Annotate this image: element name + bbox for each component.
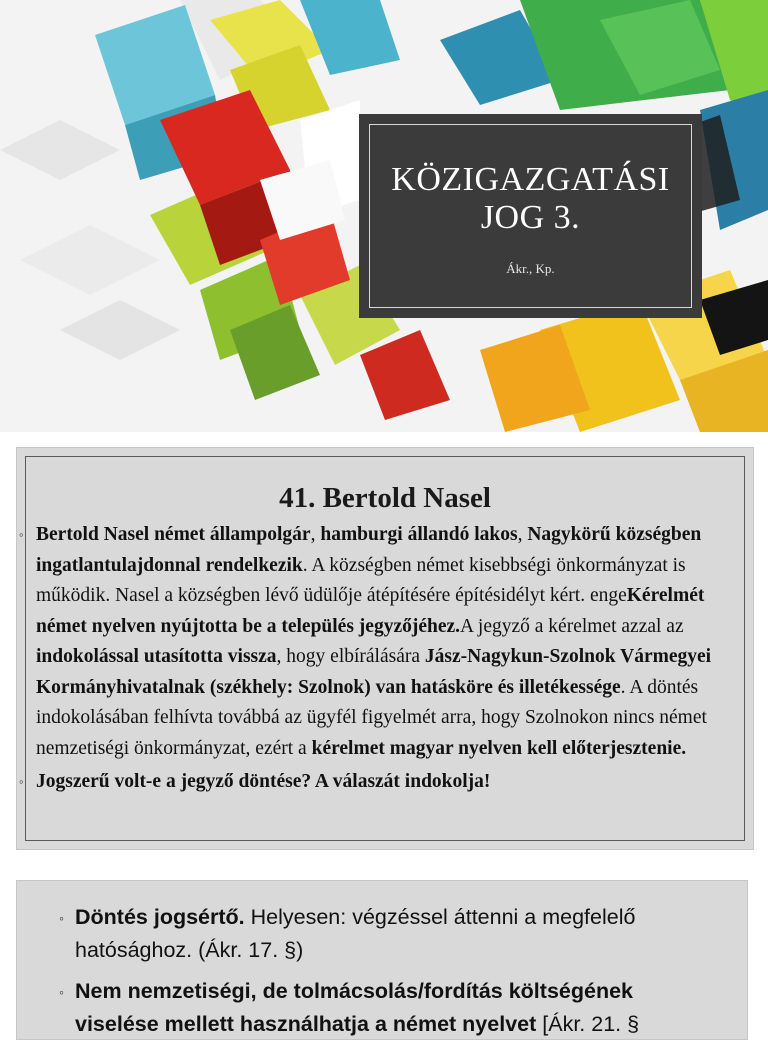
answer-2-bold: Nem nemzetiségi, de tolmácsolás/fordítás költségének viselése mellett használhatja a német nyelvet: [75, 979, 633, 1036]
answer-item-1: [61, 901, 701, 967]
case-slide: [16, 447, 754, 850]
presentation-subtitle: Ákr., Kp.: [506, 261, 555, 276]
case-text-bold-segment: indokolással utasította vissza: [36, 646, 277, 667]
answer-1-bold: Döntés jogsértő.: [75, 905, 245, 929]
answer-1-text: Helyesen: végzéssel áttenni a megfelelő hatósághoz. (Ákr. 17. §): [75, 905, 636, 962]
case-paragraph-text: [36, 524, 711, 759]
title-line-1: KÖZIGAZGATÁSI: [391, 161, 670, 198]
case-text-bold-segment: Bertold Nasel német állampolgár: [36, 524, 311, 545]
title-frame: [369, 124, 692, 308]
answer-2-text: [Ákr. 21. §: [536, 1012, 640, 1036]
title-box: [359, 114, 702, 318]
case-text-segment: ,: [310, 524, 321, 545]
case-paragraph: [21, 520, 736, 764]
case-text-bold-segment: Jász-Nagykun-Szolnok Vármegyei Kormányhivatalnak (székhely: Szolnok) van hatásköre és illetékessége: [36, 646, 712, 698]
case-question: [21, 767, 736, 798]
title-slide: [0, 0, 768, 432]
answer-slide: [16, 880, 748, 1040]
bullet-icon: ◦: [19, 774, 24, 789]
case-question-text: Jogszerű volt-e a jegyző döntése? A válaszát indokolja!: [36, 771, 491, 792]
case-text-bold-segment: Kérelmét német nyelven nyújtotta be a település jegyzőjéhez.: [36, 585, 705, 637]
case-title: 41. Bertold Nasel: [279, 482, 491, 514]
bullet-icon: ◦: [59, 984, 64, 1000]
case-text-bold-segment: kérelmet magyar nyelven kell előterjesztenie.: [311, 737, 687, 759]
case-text-bold-segment: hamburgi állandó lakos: [320, 524, 518, 545]
bullet-icon: ◦: [59, 910, 64, 926]
case-text-segment: ,: [517, 524, 528, 545]
title-line-2: JOG 3.: [480, 199, 581, 236]
answer-item-2: [61, 975, 701, 1040]
case-body: [21, 520, 736, 798]
case-text-segment: , hogy elbírálására: [276, 646, 425, 667]
case-text-bold-segment: Nagykörű községben ingatlantulajdonnal rendelkezik: [36, 524, 702, 576]
bullet-icon: ◦: [19, 527, 24, 542]
case-text-segment: . A döntés indokolásában felhívta továbbá az ügyfél figyelmét arra, hogy Szolnokon nincs német nemzetiségi önkormányzat, ezért a: [36, 676, 707, 759]
presentation-title: [370, 161, 691, 237]
case-text-segment: A jegyző a kérelmet azzal az: [460, 615, 684, 637]
answer-list: [61, 901, 701, 1040]
case-text-segment: . A községben német kisebbségi önkormányzat is működik. Nasel a községben lévő üdülője átépítésére építésidélyt kért. enge: [36, 554, 686, 606]
